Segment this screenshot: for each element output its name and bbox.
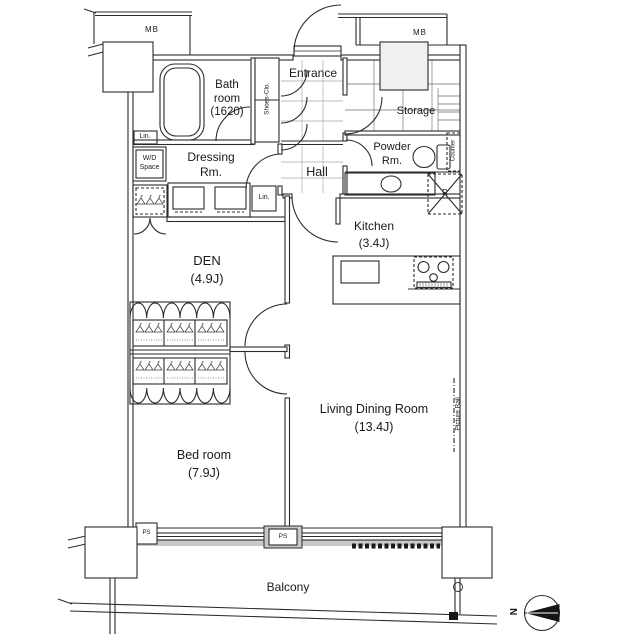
vanity-sinks [168,183,250,217]
pipe-shaft-center-label: PS [278,533,288,540]
balcony-label: Balcony [266,580,310,594]
wardrobe [130,302,230,404]
kitchen-size: (3.4J) [358,236,390,250]
den-closet [133,185,167,217]
bedroom-size: (7.9J) [188,466,220,480]
kitchen-counter [333,256,460,304]
bathroom-size: (1620) [210,106,244,118]
powder-name-1: Powder [373,141,411,153]
powder-room-label [352,140,432,168]
living-dining-label [284,400,464,436]
linen-upper-label: Lin. [139,133,151,140]
basin-icon [345,173,435,195]
linen-lower-label: Lin. [258,194,270,201]
den-size: (4.9J) [190,271,224,286]
refrigerator-label: R [442,188,448,197]
hall-label: Hall [306,165,328,179]
bathroom-name-1: Bath [215,79,239,91]
living-size: (13.4J) [354,420,394,434]
bathroom-label [192,79,262,120]
meter-box-right-label: MB [413,28,427,37]
dressing-name-2: Rm. [200,165,222,179]
powder-name-2: Rm. [381,155,403,167]
entrance-step [281,141,343,145]
wd-label-1: W/D [142,155,157,162]
stove-icon [414,257,453,288]
north-compass [525,596,560,631]
bedroom-name: Bed room [176,448,232,462]
north-label: N [506,608,518,616]
bedroom-label [144,446,264,482]
picture-rail-label: Picture Rail [454,397,462,431]
storage-label: Storage [396,105,436,117]
den-name: DEN [193,253,221,268]
dressing-name-1: Dressing [187,150,235,164]
pipe-shaft-left-label: PS [142,530,151,536]
meter-box-left-label: MB [145,25,159,34]
living-name: Living Dining Room [319,402,429,416]
den-label [147,252,267,288]
counter-label: Counter [450,139,457,162]
wd-label-2: Space [139,164,160,171]
bathroom-name-2: room [213,92,241,105]
entrance-label: Entrance [288,66,338,80]
kitchen-name: Kitchen [353,219,395,233]
dressing-room-label [161,150,261,180]
shoes-closet-label: Shoes-Clo. [263,82,271,115]
kitchen-label [314,218,434,252]
